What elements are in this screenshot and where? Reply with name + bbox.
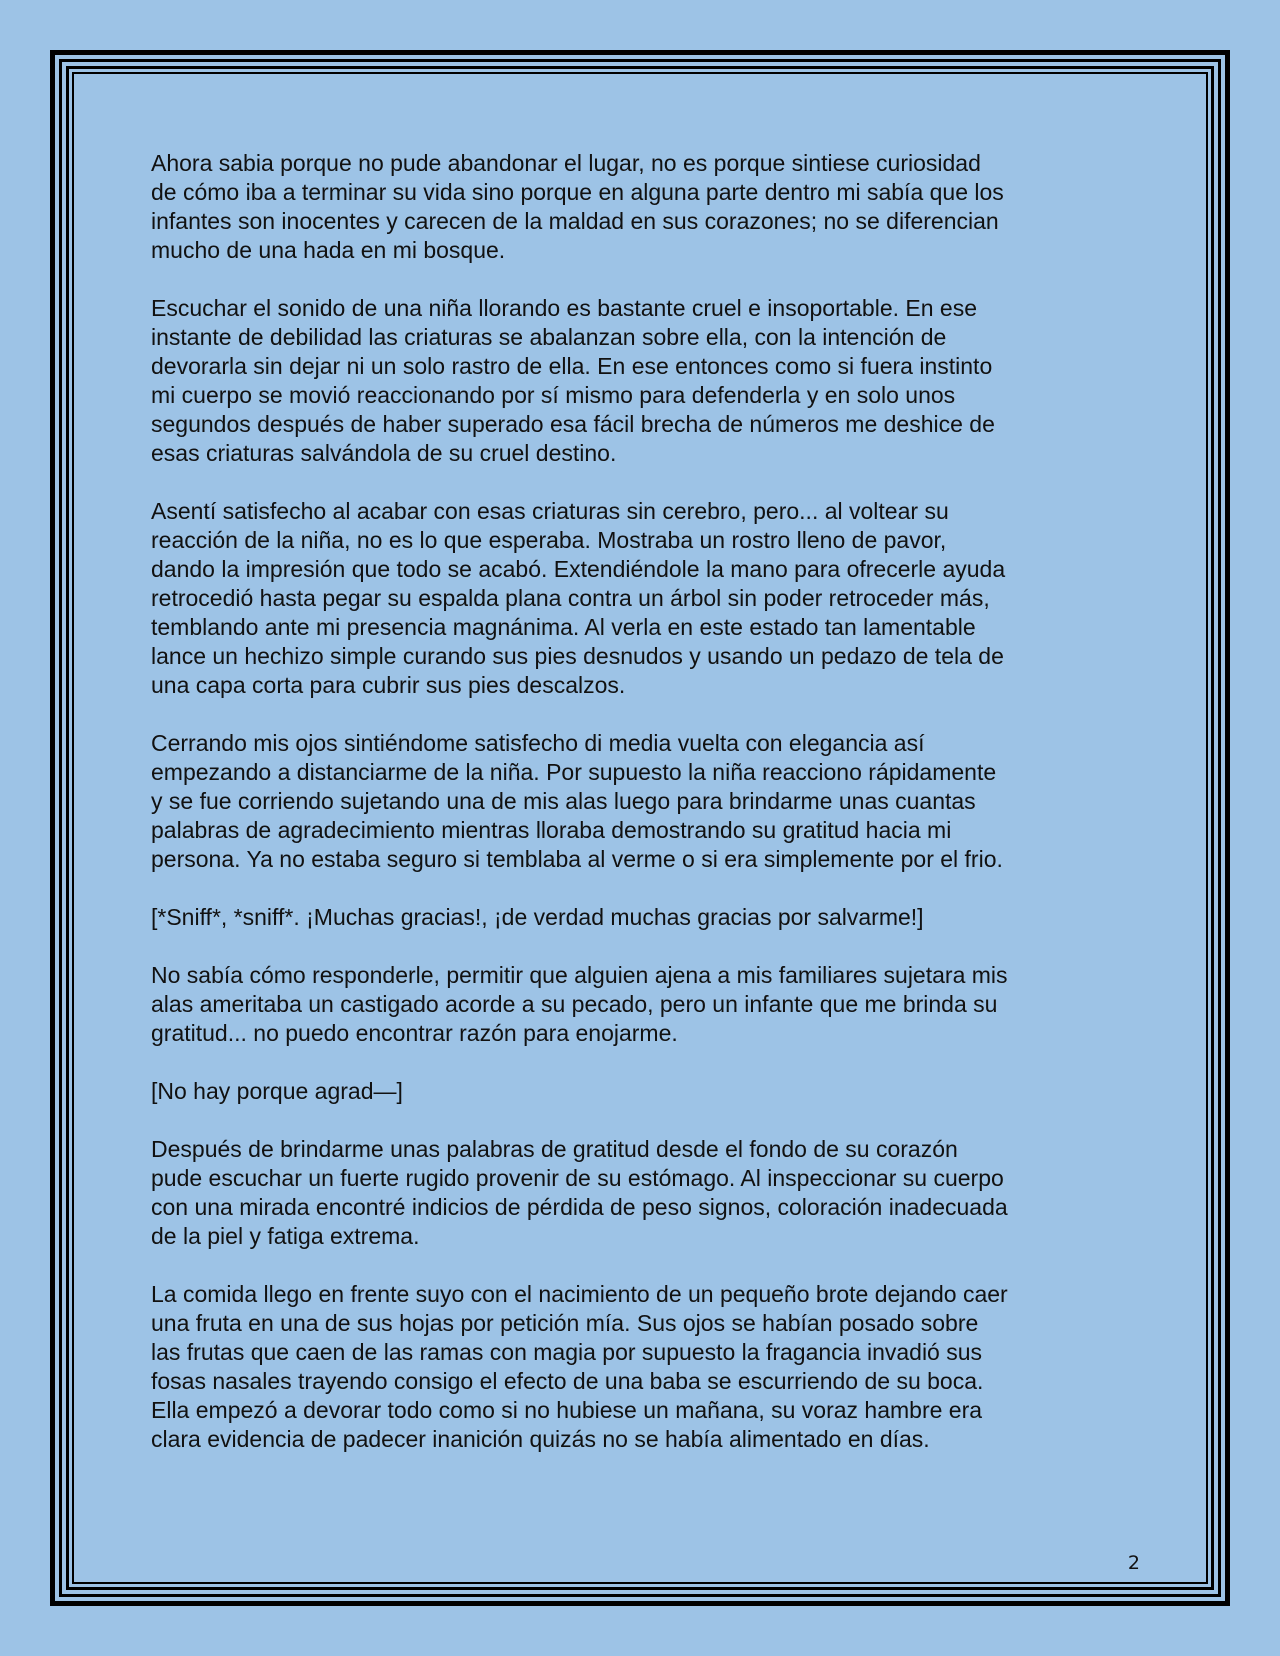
dialogue-line-2: [No hay porque agrad—] [151,1078,403,1104]
paragraph-4: Cerrando mis ojos sintiéndome satisfecho di media vuelta con elegancia así empezando a distanciarme de la niña. Por supuesto la niña reacciono rápidamente y se fue corriendo sujetando una de mis alas luego para brindarme unas cuantas palabras de agradecimiento mientras lloraba demostrando su gratitud hacia mi persona. Ya no estaba seguro si temblaba al verme o si era simplemente por el frio. [151,730,1003,872]
page-number: 2 [1127,1552,1140,1574]
paragraph-5: No sabía cómo responderle, permitir que alguien ajena a mis familiares sujetara mis alas ameritaba un castigado acorde a su pecado, pero un infante que me brinda su gratitud... no puedo encontrar razón para enojarme. [151,962,1008,1046]
document-body [151,149,1091,1483]
paragraph-7: La comida llego en frente suyo con el nacimiento de un pequeño brote dejando caer una fruta en una de sus hojas por petición mía. Sus ojos se habían posado sobre las frutas que caen de las ramas con magia por supuesto la fragancia invadió sus fosas nasales trayendo consigo el efecto de una baba se escurriendo de su boca. Ella empezó a devorar todo como si no hubiese un mañana, su voraz hambre era clara evidencia de padecer inanición quizás no se había alimentado en días. [151,1281,1008,1452]
paragraph-1: Ahora sabia porque no pude abandonar el lugar, no es porque sintiese curiosidad de cómo iba a terminar su vida sino porque en alguna parte dentro mi sabía que los infantes son inocentes y carecen de la maldad en sus corazones; no se diferencian mucho de una hada en mi bosque. [151,150,1004,263]
paragraph-2: Escuchar el sonido de una niña llorando es bastante cruel e insoportable. En ese instante de debilidad las criaturas se abalanzan sobre ella, con la intención de devorarla sin dejar ni un solo rastro de ella. En ese entonces como si fuera instinto mi cuerpo se movió reaccionando por sí mismo para defenderla y en solo unos segundos después de haber superado esa fácil brecha de números me deshice de esas criaturas salvándola de su cruel destino. [151,295,995,466]
paragraph-6: Después de brindarme unas palabras de gratitud desde el fondo de su corazón pude escuchar un fuerte rugido provenir de su estómago. Al inspeccionar su cuerpo con una mirada encontré indicios de pérdida de peso signos, coloración inadecuada de la piel y fatiga extrema. [151,1136,1008,1249]
dialogue-line-1: [*Sniff*, *sniff*. ¡Muchas gracias!, ¡de verdad muchas gracias por salvarme!] [151,904,924,930]
paragraph-3: Asentí satisfecho al acabar con esas criaturas sin cerebro, pero... al voltear su reacción de la niña, no es lo que esperaba. Mostraba un rostro lleno de pavor, dando la impresión que todo se acabó. Extendiéndole la mano para ofrecerle ayuda retrocedió hasta pegar su espalda plana contra un árbol sin poder retroceder más, temblando ante mi presencia magnánima. Al verla en este estado tan lamentable lance un hechizo simple curando sus pies desnudos y usando un pedazo de tela de una capa corta para cubrir sus pies descalzos. [151,498,1006,698]
